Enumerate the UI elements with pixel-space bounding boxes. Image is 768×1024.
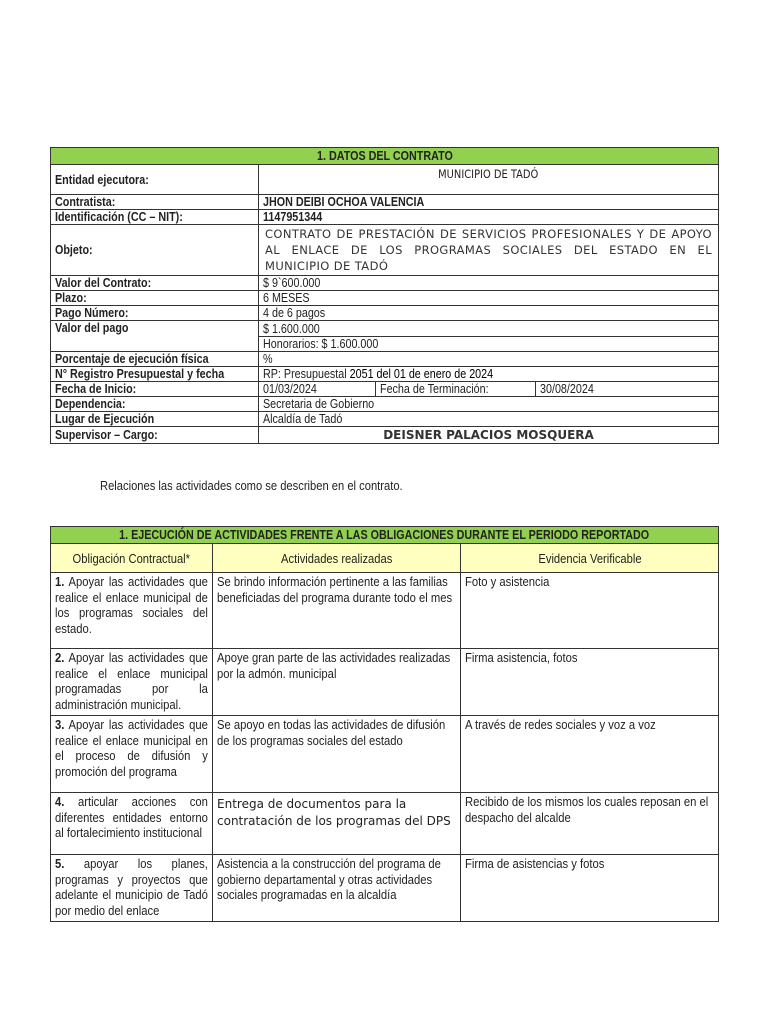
plazo-value: 6 MESES (259, 291, 719, 306)
contratista-value: JHON DEIBI OCHOA VALENCIA (259, 195, 719, 210)
objeto-value: CONTRATO DE PRESTACIÓN DE SERVICIOS PROFESIONALES Y DE APOYO AL ENLACE DE LOS PROGRAMAS SOCIALES DEL ESTADO EN EL MUNICIPIO DE TADÓ (259, 225, 719, 276)
valor-contrato-label: Valor del Contrato: (51, 276, 259, 291)
evidence-cell: Foto y asistencia (461, 573, 719, 649)
contratista-label: Contratista: (51, 195, 259, 210)
entidad-label: Entidad ejecutora: (51, 165, 259, 195)
supervisor-value: DEISNER PALACIOS MOSQUERA (259, 427, 719, 444)
objeto-label: Objeto: (51, 225, 259, 276)
entidad-value: MUNICIPIO DE TADÓ (259, 165, 719, 195)
table-row (51, 716, 719, 793)
activity-cell: Asistencia a la construcción del programa de gobierno departamental y otras actividades sociales programadas en la alcaldía (213, 855, 461, 922)
fecha-terminacion-value: 30/08/2024 (536, 382, 719, 397)
column-header-evidence: Evidencia Verificable (461, 544, 719, 573)
honorarios-value: Honorarios: $ 1.600.000 (259, 337, 719, 352)
activity-cell: Apoye gran parte de las actividades realizadas por la admón. municipal (213, 649, 461, 716)
contract-data-table (50, 147, 719, 444)
table-row (51, 573, 719, 649)
fecha-inicio-value: 01/03/2024 (259, 382, 376, 397)
obligation-cell: 2. Apoyar las actividades que realice el enlace municipal programadas por la administración municipal. (51, 649, 213, 716)
contract-section-header: 1. DATOS DEL CONTRATO (51, 148, 719, 165)
plazo-label: Plazo: (51, 291, 259, 306)
pago-numero-value: 4 de 6 pagos (259, 306, 719, 321)
identificacion-label: Identificación (CC – NIT): (51, 210, 259, 225)
porcentaje-label: Porcentaje de ejecución física (51, 352, 259, 367)
evidence-cell: Firma de asistencias y fotos (461, 855, 719, 922)
dependencia-value: Secretaria de Gobierno (259, 397, 719, 412)
activity-cell: Se brindo información pertinente a las familias beneficiadas del programa durante todo el mes (213, 573, 461, 649)
activities-table (50, 526, 719, 922)
obligation-cell: 1. Apoyar las actividades que realice el enlace municipal de los programas sociales del estado. (51, 573, 213, 649)
instruction-note: Relaciones las actividades como se describen en el contrato. (100, 478, 403, 493)
column-header-obligation: Obligación Contractual* (51, 544, 213, 573)
registro-value: RP: Presupuestal 2051 del 01 de enero de 2024 (259, 367, 719, 382)
table-row (51, 793, 719, 855)
activity-cell: Entrega de documentos para la contratación de los programas del DPS (213, 793, 461, 855)
column-header-activities: Actividades realizadas (213, 544, 461, 573)
lugar-label: Lugar de Ejecución (51, 412, 259, 427)
evidence-cell: A través de redes sociales y voz a voz (461, 716, 719, 793)
fecha-terminacion-label: Fecha de Terminación: (376, 382, 536, 397)
lugar-value: Alcaldía de Tadó (259, 412, 719, 427)
dependencia-label: Dependencia: (51, 397, 259, 412)
obligation-cell: 3. Apoyar las actividades que realice el enlace municipal en el proceso de difusión y promoción del programa (51, 716, 213, 793)
porcentaje-value: % (259, 352, 719, 367)
fecha-inicio-label: Fecha de Inicio: (51, 382, 259, 397)
table-row (51, 855, 719, 922)
registro-label: N° Registro Presupuestal y fecha (51, 367, 259, 382)
obligation-cell: 4. articular acciones con diferentes entidades entorno al fortalecimiento institucional (51, 793, 213, 855)
activity-cell: Se apoyo en todas las actividades de difusión de los programas sociales del estado (213, 716, 461, 793)
activities-section-header: 1. EJECUCIÓN DE ACTIVIDADES FRENTE A LAS OBLIGACIONES DURANTE EL PERIODO REPORTADO (51, 527, 719, 544)
supervisor-label: Supervisor – Cargo: (51, 427, 259, 444)
evidence-cell: Recibido de los mismos los cuales reposan en el despacho del alcalde (461, 793, 719, 855)
table-row (51, 649, 719, 716)
identificacion-value: 1147951344 (259, 210, 719, 225)
valor-contrato-value: $ 9`600.000 (259, 276, 719, 291)
valor-pago-value: $ 1.600.000 (259, 321, 719, 337)
evidence-cell: Firma asistencia, fotos (461, 649, 719, 716)
valor-pago-label: Valor del pago (51, 321, 259, 352)
obligation-cell: 5. apoyar los planes, programas y proyectos que adelante el municipio de Tadó por medio del enlace (51, 855, 213, 922)
pago-numero-label: Pago Número: (51, 306, 259, 321)
